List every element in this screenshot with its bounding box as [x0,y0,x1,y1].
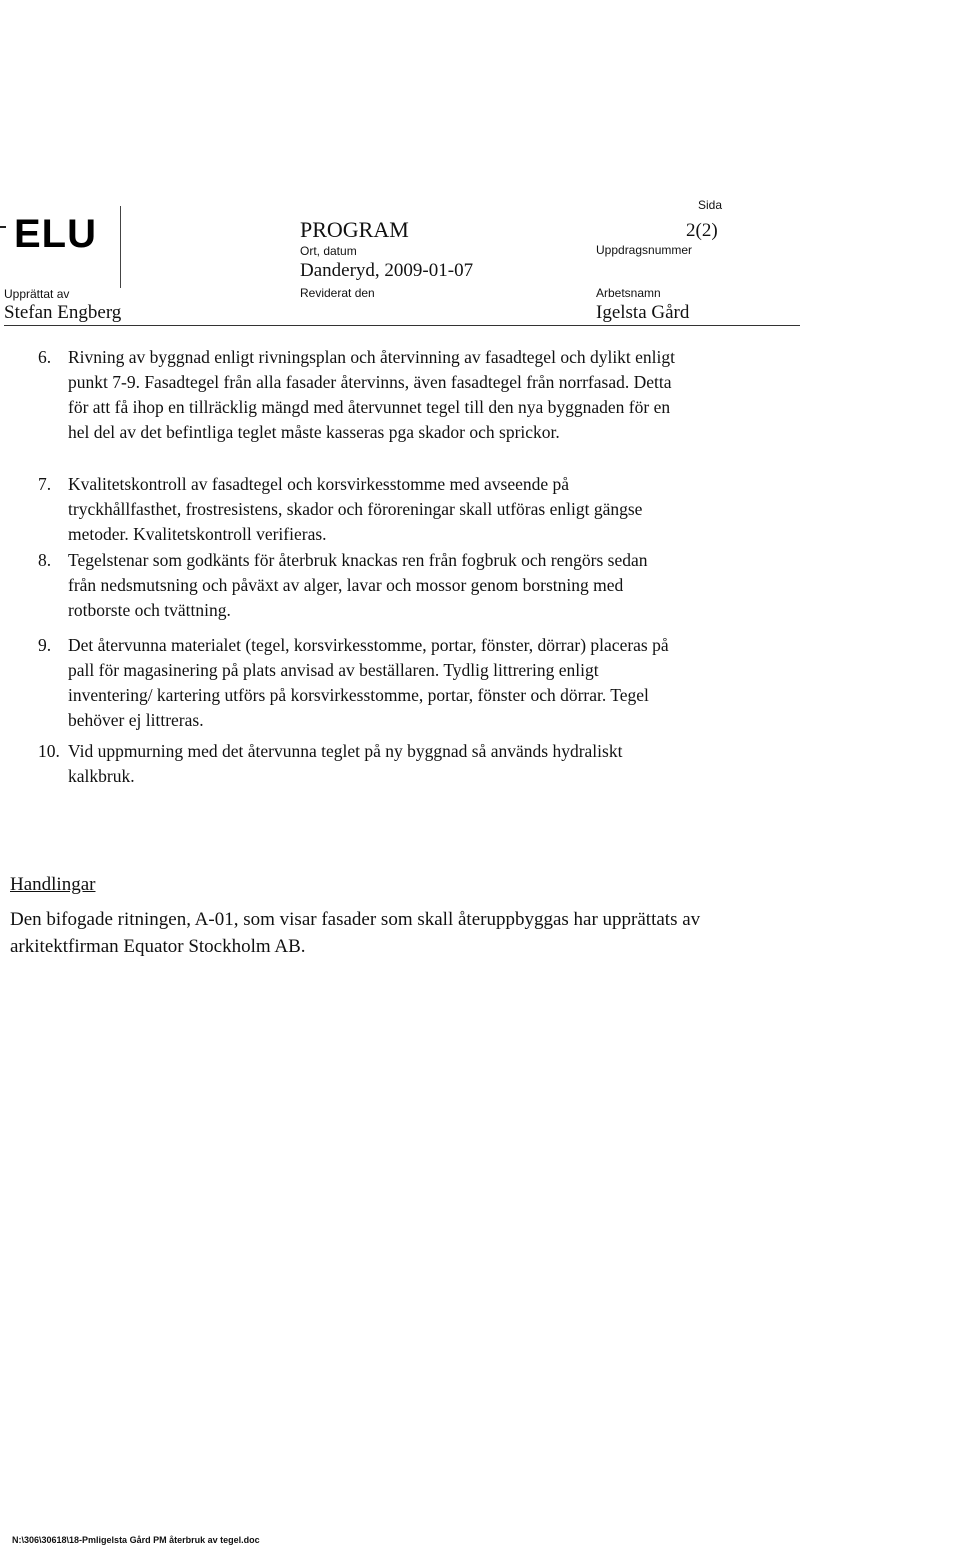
list-item-number: 8. [38,550,52,570]
header-divider [4,325,800,326]
ort-datum-label: Ort, datum [300,244,357,258]
list-item-line: behöver ej littreras. [68,710,204,730]
section-body-handlingar [10,906,790,960]
sida-label: Sida [698,198,723,212]
list-item-line: Rivning av byggnad enligt rivningsplan och återvinning av fasadtegel och dylikt enligt [68,347,676,367]
list-item-number: 6. [38,347,52,367]
list-item-line: från nedsmutsning och påväxt av alger, lavar och mossor genom borstning med [68,575,624,595]
list-item-line: hel del av det befintliga teglet måste kasseras pga skador och sprickor. [68,422,560,442]
list-item-line: kalkbruk. [68,766,135,786]
upprattat-label: Upprättat av [4,287,70,301]
upprattat-value: Stefan Engberg [4,302,122,323]
list-item-line: för att få ihop en tillräcklig mängd med återvunnet tegel till den nya byggnaden för en [68,397,671,417]
list-item-line: punkt 7-9. Fasadtegel från alla fasader återvinns, även fasadtegel från norrfasad. Detta [68,372,672,392]
list-item-number: 9. [38,635,52,655]
uppdragsnummer-label: Uppdragsnummer [596,243,693,257]
company-logo: ELU [14,212,97,256]
list-item-line: inventering/ kartering utförs på korsvirkesstomme, portar, fönster och dörrar. Tegel [68,685,649,705]
ort-datum-value: Danderyd, 2009-01-07 [300,260,474,281]
document-type: PROGRAM [300,217,409,242]
list-item-line: tryckhållfasthet, frostresistens, skador och föroreningar skall utföras enligt gängse [68,499,643,519]
reviderat-label: Reviderat den [300,286,375,300]
arbetsnamn-label: Arbetsnamn [596,286,661,300]
section-body-line: Den bifogade ritningen, A-01, som visar fasader som skall återuppbyggas har upprättats av [10,909,701,930]
section-body-line: arkitektfirman Equator Stockholm AB. [10,936,306,957]
list-item-number: 7. [38,474,52,494]
list-item-number: 10. [38,741,60,761]
logo-mark [0,226,6,228]
sida-value: 2(2) [686,220,718,241]
section-heading-handlingar: Handlingar [10,874,96,895]
footer-file-path: N:\306\30618\18-Pmligelsta Gård PM återbruk av tegel.doc [12,1535,260,1545]
list-item-line: Kvalitetskontroll av fasadtegel och korsvirkesstomme med avseende på [68,474,570,494]
list-item-line: Vid uppmurning med det återvunna teglet på ny byggnad så används hydraliskt [68,741,623,761]
arbetsnamn-value: Igelsta Gård [596,302,690,323]
list-item-line: metoder. Kvalitetskontroll verifieras. [68,524,327,544]
list-item-line: pall för magasinering på plats anvisad av beställaren. Tydlig littrering enligt [68,660,599,680]
list-item-line: Tegelstenar som godkänts för återbruk knackas ren från fogbruk och rengörs sedan [68,550,648,570]
list-item-line: Det återvunna materialet (tegel, korsvirkesstomme, portar, fönster, dörrar) placeras på [68,635,669,655]
list-item-line: rotborste och tvättning. [68,600,231,620]
logo-divider [120,206,121,288]
